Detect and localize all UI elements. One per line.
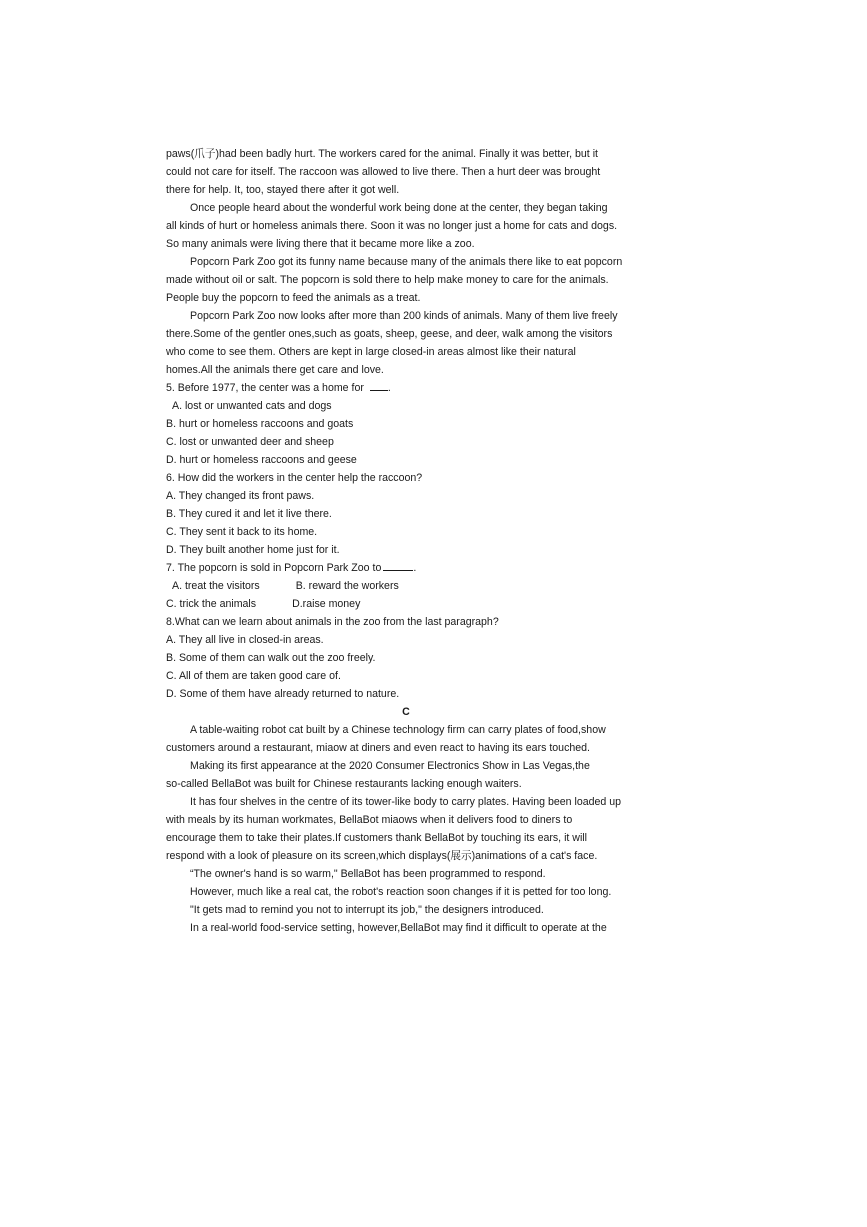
- question-6-option-b: B. They cured it and let it live there.: [166, 508, 332, 520]
- passage-line: who come to see them. Others are kept in large closed-in areas almost like their natural: [166, 346, 576, 358]
- question-7-options-cd: [166, 595, 656, 613]
- question-6-stem: 6. How did the workers in the center help the raccoon?: [166, 472, 423, 484]
- question-end: .: [413, 562, 417, 574]
- passage-line: However, much like a real cat, the robot's reaction soon changes if it is petted for too long.: [190, 886, 612, 898]
- passage-line: respond with a look of pleasure on its screen,which displays(展示)animations of a cat's face.: [166, 850, 598, 862]
- passage-line: It has four shelves in the centre of its tower-like body to carry plates. Having been loaded up: [190, 796, 622, 808]
- question-end: .: [387, 382, 391, 394]
- question-7-options-ab: [166, 577, 656, 595]
- passage-line: In a real-world food-service setting, however,BellaBot may find it difficult to operate at the: [190, 922, 607, 934]
- question-6-option-d: D. They built another home just for it.: [166, 544, 340, 556]
- section-heading: C: [402, 706, 410, 718]
- passage-line: People buy the popcorn to feed the animals as a treat.: [166, 292, 421, 304]
- passage-line: Popcorn Park Zoo got its funny name because many of the animals there like to eat popcorn: [190, 256, 623, 268]
- question-8-option-c: C. All of them are taken good care of.: [166, 670, 341, 682]
- question-7-option-d: D.raise money: [292, 598, 361, 610]
- question-6-option-a: A. They changed its front paws.: [166, 490, 315, 502]
- passage-line: made without oil or salt. The popcorn is sold there to help make money to care for the animals.: [166, 274, 609, 286]
- question-text: 5. Before 1977, the center was a home for: [166, 382, 364, 394]
- passage-line: Popcorn Park Zoo now looks after more than 200 kinds of animals. Many of them live freely: [190, 310, 618, 322]
- question-8-stem: 8.What can we learn about animals in the zoo from the last paragraph?: [166, 616, 499, 628]
- passage-line: customers around a restaurant, miaow at diners and even react to having its ears touched.: [166, 742, 590, 754]
- question-8-option-b: B. Some of them can walk out the zoo freely.: [166, 652, 376, 664]
- question-text: 7. The popcorn is sold in Popcorn Park Zoo to: [166, 562, 382, 574]
- question-5-option-b: B. hurt or homeless raccoons and goats: [166, 418, 354, 430]
- passage-line: with meals by its human workmates, BellaBot miaows when it delivers food to diners to: [166, 814, 573, 826]
- passage-line: Once people heard about the wonderful work being done at the center, they began taking: [190, 202, 608, 214]
- passage-line: there.Some of the gentler ones,such as goats, sheep, geese, and deer, walk among the visitors: [166, 328, 613, 340]
- question-7-option-a: A. treat the visitors: [172, 580, 260, 592]
- passage-line: all kinds of hurt or homeless animals there. Soon it was no longer just a home for cats and dogs.: [166, 220, 618, 232]
- question-6-option-c: C. They sent it back to its home.: [166, 526, 318, 538]
- passage-line: paws(爪子)had been badly hurt. The workers cared for the animal. Finally it was better, but it: [166, 148, 598, 160]
- passage-line: so-called BellaBot was built for Chinese restaurants lacking enough waiters.: [166, 778, 522, 790]
- answer-blank: [370, 379, 388, 391]
- passage-line: there for help. It, too, stayed there after it got well.: [166, 184, 400, 196]
- passage-line: homes.All the animals there get care and love.: [166, 364, 384, 376]
- answer-blank: [383, 559, 413, 571]
- passage-text: [166, 145, 656, 937]
- question-5-stem: [166, 379, 656, 397]
- passage-line: could not care for itself. The raccoon was allowed to live there. Then a hurt deer was brought: [166, 166, 601, 178]
- passage-line: Making its first appearance at the 2020 Consumer Electronics Show in Las Vegas,the: [190, 760, 590, 772]
- question-5-option-a: A. lost or unwanted cats and dogs: [172, 400, 332, 412]
- passage-line: encourage them to take their plates.If customers thank BellaBot by touching its ears, it will: [166, 832, 588, 844]
- question-8-option-a: A. They all live in closed-in areas.: [166, 634, 324, 646]
- question-7-option-b: B. reward the workers: [295, 580, 399, 592]
- question-5-option-d: D. hurt or homeless raccoons and geese: [166, 454, 357, 466]
- question-7-option-c: C. trick the animals: [166, 598, 257, 610]
- question-8-option-d: D. Some of them have already returned to nature.: [166, 688, 400, 700]
- passage-line: “The owner's hand is so warm," BellaBot has been programmed to respond.: [190, 868, 546, 880]
- question-5-option-c: C. lost or unwanted deer and sheep: [166, 436, 334, 448]
- question-7-stem: [166, 559, 656, 577]
- passage-line: A table-waiting robot cat built by a Chinese technology firm can carry plates of food,show: [190, 724, 606, 736]
- passage-line: "It gets mad to remind you not to interrupt its job," the designers introduced.: [190, 904, 544, 916]
- passage-line: So many animals were living there that it became more like a zoo.: [166, 238, 475, 250]
